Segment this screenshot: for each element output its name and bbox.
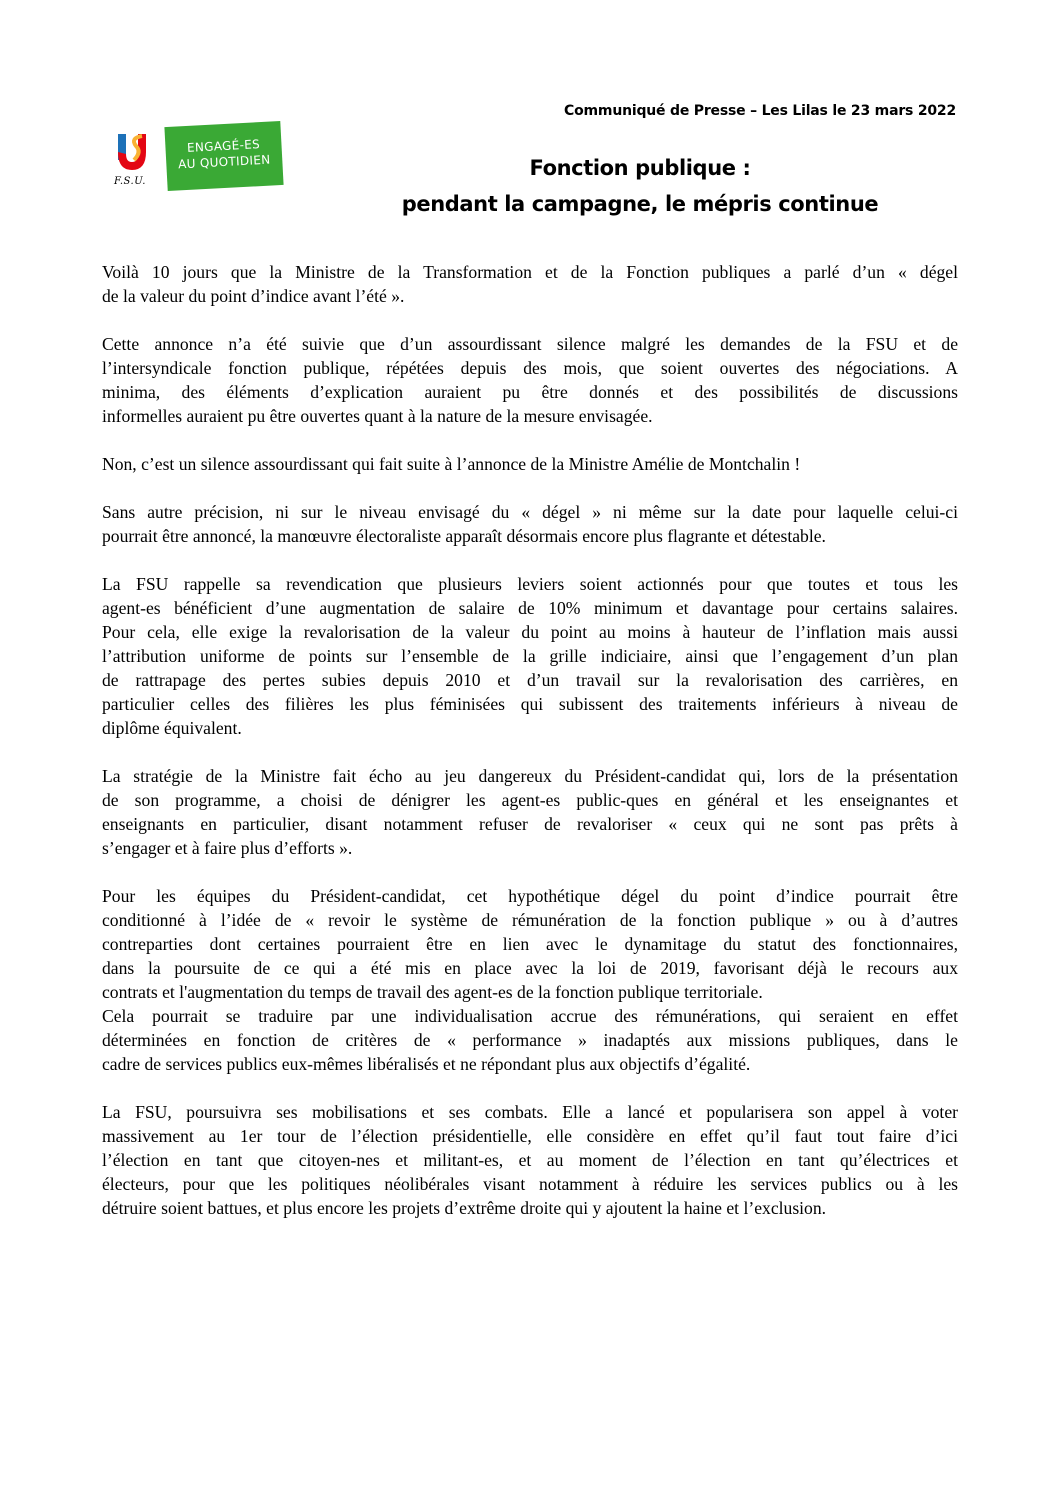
paragraph-line: Sans autre précision, ni sur le niveau envisagé du « dégel » ni même sur la date pour laquelle celui-ci — [102, 502, 958, 522]
paragraph-line: de rattrapage des pertes subies depuis 2010 et d’un travail sur la revalorisation des carrières, en — [102, 670, 958, 690]
paragraph-line: conditionné à l’idée de « revoir le système de rémunération de la fonction publique » ou à d’autres — [102, 910, 958, 930]
paragraph-line: Voilà 10 jours que la Ministre de la Transformation et de la Fonction publiques a parlé d’un « dégel — [102, 262, 958, 282]
fsu-us-logo-icon — [112, 132, 156, 176]
title-line-2: pendant la campagne, le mépris continue — [401, 192, 879, 216]
paragraph-line: informelles auraient pu être ouvertes quant à la nature de la mesure envisagée. — [102, 406, 653, 426]
paragraph — [102, 884, 958, 1004]
title-line-1: Fonction publique : — [529, 156, 751, 180]
paragraph-line: Pour cela, elle exige la revalorisation de la valeur du point au moins à hauteur de l’inflation mais aussi — [102, 622, 958, 642]
paragraph-line: contrats et l'augmentation du temps de travail des agent-es de la fonction publique territoriale. — [102, 982, 763, 1002]
paragraph — [102, 1004, 958, 1076]
paragraph-line: détruire soient battues, et plus encore les projets d’extrême droite qui y ajoutent la haine et l’exclusion. — [102, 1198, 827, 1218]
paragraph — [102, 572, 958, 740]
paragraph-line: massivement au 1er tour de l’élection présidentielle, elle considère en effet qu’il faut tout faire d’ici — [102, 1126, 958, 1146]
paragraph-line: Non, c’est un silence assourdissant qui fait suite à l’annonce de la Ministre Amélie de Montchalin ! — [102, 454, 801, 474]
paragraph-line: l’attribution uniforme de points sur l’ensemble de la grille indiciaire, ainsi que l’engagement d’un plan — [102, 646, 958, 666]
paragraph — [102, 500, 958, 548]
slogan-line-1: ENGAGÉ-ES — [186, 137, 261, 155]
slogan-line-2: AU QUOTIDIEN — [177, 152, 271, 172]
paragraph-line: Cela pourrait se traduire par une individualisation accrue des rémunérations, qui seraient en effet — [102, 1006, 958, 1026]
press-release-dateline: Communiqué de Presse – Les Lilas le 23 mars 2022 — [564, 103, 956, 119]
paragraph-line: La FSU rappelle sa revendication que plusieurs leviers soient actionnés pour que toutes et tous les — [102, 574, 958, 594]
paragraph-line: enseignants en particulier, disant notamment refuser de revaloriser « ceux qui ne sont pas prêts à — [102, 814, 958, 834]
paragraph — [102, 452, 958, 476]
paragraph-line: de son programme, a choisi de dénigrer les agent-es public-ques en général et les enseignantes et — [102, 790, 958, 810]
paragraph-line: La stratégie de la Ministre fait écho au jeu dangereux du Président-candidat qui, lors de la présentation — [102, 766, 958, 786]
paragraph — [102, 332, 958, 428]
paragraph-line: l’intersyndicale fonction publique, répétées depuis des mois, que soient ouvertes des négociations. A — [102, 358, 958, 378]
paragraph-line: Cette annonce n’a été suivie que d’un assourdissant silence malgré les demandes de la FSU et de — [102, 334, 958, 354]
paragraph-line: Pour les équipes du Président-candidat, cet hypothétique dégel du point d’indice pourrait être — [102, 886, 958, 906]
paragraph-line: contreparties dont certaines pourraient être en lien avec le dynamitage du statut des fonctionnaires, — [102, 934, 958, 954]
document-title — [280, 150, 1000, 222]
paragraph-line: particulier celles des filières les plus féminisées qui subissent des traitements inférieurs à niveau de — [102, 694, 958, 714]
fsu-logo — [112, 124, 282, 190]
paragraph-line: La FSU, poursuivra ses mobilisations et ses combats. Elle a lancé et popularisera son appel à voter — [102, 1102, 958, 1122]
paragraph-line: diplôme équivalent. — [102, 718, 242, 738]
fsu-logo-text: F.S.U. — [114, 176, 146, 187]
paragraph-line: minima, des éléments d’explication auraient pu être donnés et des possibilités de discussions — [102, 382, 958, 402]
paragraph-line: déterminées en fonction de critères de « performance » inadaptés aux missions publiques, dans le — [102, 1030, 958, 1050]
paragraph-line: électeurs, pour que les politiques néolibérales visant notamment à réduire les services publics ou à les — [102, 1174, 958, 1194]
paragraph-line: l’élection en tant que citoyen-nes et militant-es, et au moment de l’élection en tant qu’électrices et — [102, 1150, 958, 1170]
paragraph — [102, 764, 958, 860]
document-body — [102, 260, 958, 1220]
paragraph-line: de la valeur du point d’indice avant l’été ». — [102, 286, 405, 306]
paragraph — [102, 260, 958, 308]
slogan-text — [165, 135, 283, 173]
slogan-badge — [164, 121, 283, 191]
paragraph-line: cadre de services publics eux-mêmes libéralisés et ne répondant plus aux objectifs d’égalité. — [102, 1054, 751, 1074]
paragraph-line: s’engager et à faire plus d’efforts ». — [102, 838, 353, 858]
paragraph — [102, 1100, 958, 1220]
paragraph-line: dans la poursuite de ce qui a été mis en place avec la loi de 2019, favorisant déjà le recours aux — [102, 958, 958, 978]
paragraph-line: agent-es bénéficient d’une augmentation de salaire de 10% minimum et davantage pour certains salaires. — [102, 598, 958, 618]
paragraph-line: pourrait être annoncé, la manœuvre électoraliste apparaît désormais encore plus flagrante et détestable. — [102, 526, 826, 546]
